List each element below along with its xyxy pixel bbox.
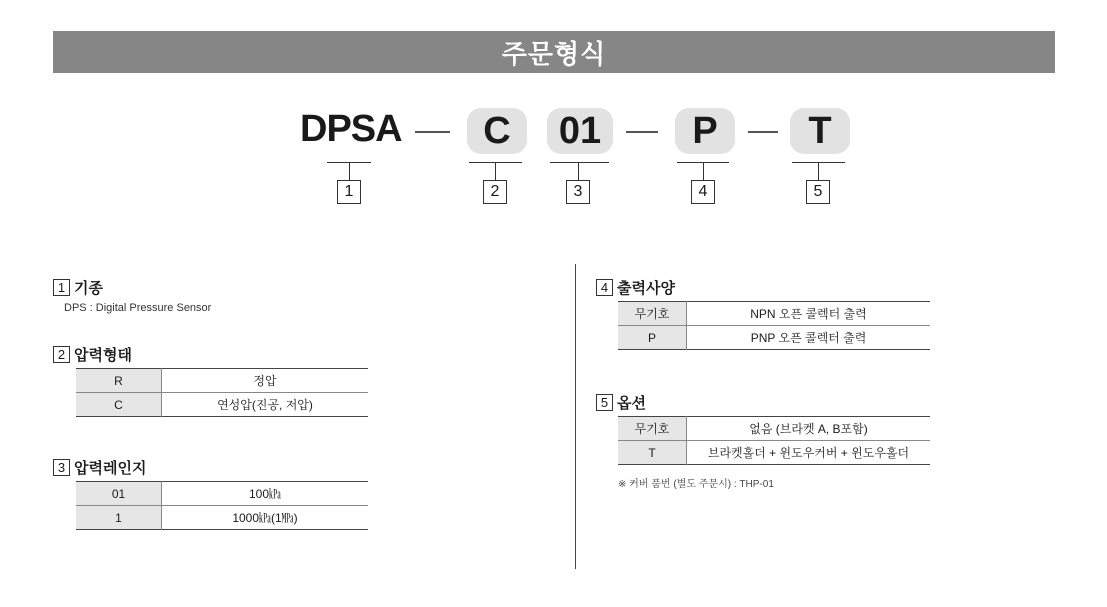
connector-line <box>578 162 579 180</box>
section-title: 압력형태 <box>74 347 132 364</box>
table-cell-desc: 100㎪ <box>248 487 282 501</box>
code-number-box: 3 <box>566 180 590 204</box>
table-row <box>76 369 368 393</box>
code-number-box: 4 <box>691 180 715 204</box>
table-cell-code: C <box>76 393 162 417</box>
cover-part-note: ※ 커버 품번 (별도 주문시) : THP-01 <box>618 479 774 490</box>
section-number: 1 <box>53 279 70 296</box>
code-segment-pressure-type: C <box>467 108 527 154</box>
connector-line <box>703 162 704 180</box>
connector-line <box>818 162 819 180</box>
section-number: 5 <box>596 394 613 411</box>
table-cell-desc: 연성압(진공, 저압) <box>162 393 369 417</box>
table-cell-desc: PNP 오픈 콜렉터 출력 <box>687 326 931 350</box>
table-cell-code: R <box>76 369 162 393</box>
section-number: 3 <box>53 459 70 476</box>
code-segment-output: P <box>675 108 735 154</box>
code-number-box: 5 <box>806 180 830 204</box>
section-title: 압력레인지 <box>74 460 147 477</box>
table-row <box>618 326 930 350</box>
section-output <box>596 277 675 298</box>
code-prefix: DPSA <box>300 108 402 150</box>
table-cell-desc: 1000㎪(1㎫) <box>162 506 369 530</box>
table-row <box>618 302 930 326</box>
pressure-range-table <box>76 481 368 530</box>
table-cell-code: 무기호 <box>618 417 687 441</box>
table-cell-desc: NPN 오픈 콜렉터 출력 <box>750 307 867 321</box>
page-title-bar <box>53 31 1055 73</box>
column-divider <box>575 264 576 569</box>
code-segment-pressure-range: 01 <box>547 108 613 154</box>
section-number: 2 <box>53 346 70 363</box>
table-row <box>618 441 930 465</box>
table-cell-code: P <box>618 326 687 350</box>
section-pressure-type <box>53 344 132 365</box>
section-option <box>596 392 646 413</box>
table-row <box>76 506 368 530</box>
section-title: 기종 <box>74 280 103 297</box>
section-pressure-range <box>53 457 146 478</box>
connector-line <box>349 162 350 180</box>
table-row <box>76 393 368 417</box>
page-title: 주문형식 <box>501 38 607 69</box>
code-dash <box>626 131 658 133</box>
table-cell-desc: 정압 <box>253 374 277 388</box>
model-description: DPS : Digital Pressure Sensor <box>64 302 212 314</box>
table-row <box>76 482 368 506</box>
table-cell-code: 무기호 <box>618 302 687 326</box>
table-cell-code: 1 <box>76 506 162 530</box>
table-cell-code: 01 <box>76 482 162 506</box>
section-title: 출력사양 <box>617 280 675 297</box>
code-dash <box>415 131 450 133</box>
code-dash <box>748 131 778 133</box>
code-number-box: 1 <box>337 180 361 204</box>
table-cell-desc: 브라켓홀더 + 윈도우커버 + 윈도우홀더 <box>687 441 931 465</box>
pressure-type-table <box>76 368 368 417</box>
output-table <box>618 301 930 350</box>
section-title: 옵션 <box>617 395 646 412</box>
code-segment-option: T <box>790 108 850 154</box>
table-cell-desc: 없음 (브라켓 A, B포함) <box>749 422 868 436</box>
connector-line <box>495 162 496 180</box>
code-number-box: 2 <box>483 180 507 204</box>
table-cell-code: T <box>618 441 687 465</box>
connector-line <box>550 162 609 163</box>
table-row <box>618 417 930 441</box>
section-number: 4 <box>596 279 613 296</box>
section-model <box>53 277 103 298</box>
option-table <box>618 416 930 465</box>
